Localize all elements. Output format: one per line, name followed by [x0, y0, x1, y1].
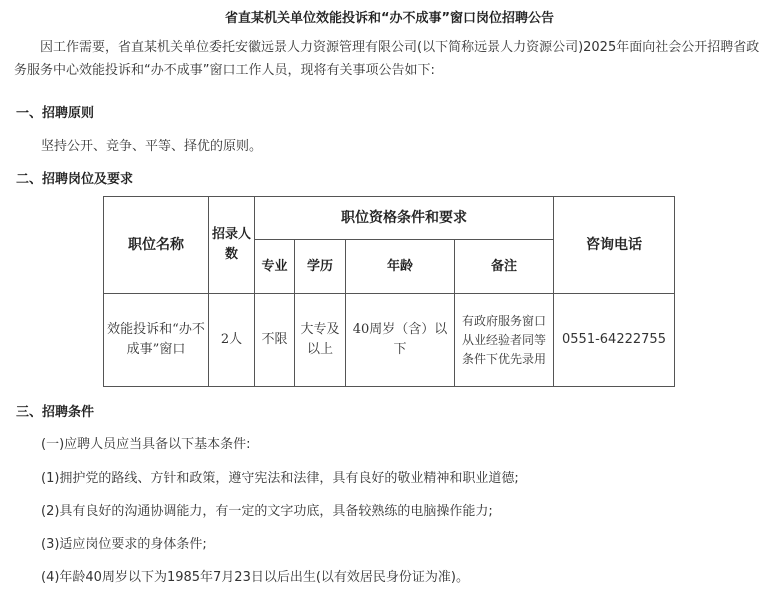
document-title: 省直某机关单位效能投诉和“办不成事”窗口岗位招聘公告 [224, 11, 555, 26]
condition-item: (4)年龄40周岁以下为1985年7月23日以后出生(以有效居民身份证为准)。 [41, 570, 469, 585]
condition-item: (3)适应岗位要求的身体条件; [41, 537, 207, 552]
header-major: 专业 [255, 240, 295, 294]
cell-remarks: 有政府服务窗口从业经验者同等条件下优先录用 [455, 294, 554, 387]
cell-phone: 0551-64222755 [554, 294, 675, 387]
principles-text: 坚持公开、竞争、平等、择优的原则。 [41, 139, 263, 154]
cell-education: 大专及以上 [295, 294, 346, 387]
section-heading-conditions: 三、招聘条件 [16, 405, 95, 420]
header-count: 招录人数 [209, 197, 255, 294]
header-qualifications: 职位资格条件和要求 [255, 197, 554, 240]
header-education: 学历 [295, 240, 346, 294]
cell-age: 40周岁（含）以下 [346, 294, 455, 387]
section-heading-principles: 一、招聘原则 [16, 106, 95, 121]
cell-count: 2人 [209, 294, 255, 387]
condition-item: (一)应聘人员应当具备以下基本条件: [41, 437, 251, 452]
header-phone: 咨询电话 [554, 197, 675, 294]
section-heading-positions: 二、招聘岗位及要求 [16, 172, 134, 187]
condition-item: (1)拥护党的路线、方针和政策，遵守宪法和法律，具有良好的敬业精神和职业道德; [41, 471, 519, 486]
table-row [104, 294, 675, 387]
header-position: 职位名称 [104, 197, 209, 294]
condition-item: (2)具有良好的沟通协调能力，有一定的文字功底，具备较熟练的电脑操作能力; [41, 504, 493, 519]
intro-paragraph: 因工作需要，省直某机关单位委托安徽远景人力资源管理有限公司(以下简称远景人力资源公司)2025年面向社会公开招聘省政务服务中心效能投诉和“办不成事”窗口工作人员，现将有关事项公告如下: [14, 40, 760, 78]
cell-position: 效能投诉和“办不成事”窗口 [104, 294, 209, 387]
cell-major: 不限 [255, 294, 295, 387]
header-remarks: 备注 [455, 240, 554, 294]
recruitment-table [103, 196, 675, 387]
header-age: 年龄 [346, 240, 455, 294]
